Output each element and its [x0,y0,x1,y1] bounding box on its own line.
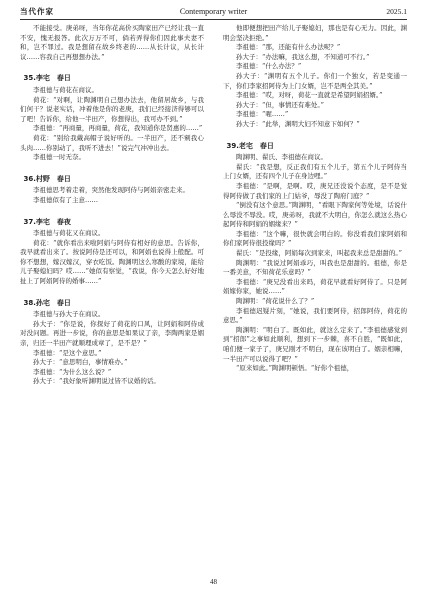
paragraph: 李祖德似有了主意…… [33,195,98,204]
paragraph: 李祖德：“喔……” [236,110,289,119]
paragraph: 孙大子：“办法嘛，我这么想，不知道可不行。” [236,52,370,61]
paragraph: 李祖德与孙大子在商议。 [33,310,105,319]
paragraph: 翟氏：“是投缘，阿娟每次到家来，叫起我来总是甜甜的。” [236,249,402,258]
paragraph: 陶渊明：“明白了。既如此，就这么定来了。”李祖德感觉到到“招郎”之事如此顺利，想到下一步棘，喜不自胜，“既如此，咱们便一家子了，庚兄刚才不明白，现在该明白了。姻亲相嘛，一半田产可以说得了吧？” [223,325,407,363]
paragraph: 荷花：“别给我戴高帽子说好听的。一半田产，还不剜我心头肉……你别动了，我听不进去！”说完气冲冲出去。 [20,133,204,152]
paragraph: 李祖德：“庚兄没看出来吗，荷花早就看好阿侍了。只是阿娟嫁你家，她说……” [223,277,407,296]
header-rule [20,19,407,20]
paragraph: 荷花：“就你看出来啦阿娟与阿侍有相好的意思。告诉你，我早就看出来了。按说阿侍是还可以，和阿娟也说得上般配。可你不想想，嫁汉嫁汉，穿衣吃饭。陶渊明这么寒酸的家境，能给儿子娶媳妇吗？哎……”她似有察觉，“我说，你今天怎么好好地扯上了阿娟阿侍的婚事……” [20,238,204,286]
paragraph: 孙大子：“此举，渊明大妇不知意下如何？” [236,119,360,128]
paragraph: 陶渊明：“荷花说什么了？” [236,297,315,306]
paragraph: 他即便想把田产给儿子娶媳妇，那也是有心无力。因此，渊明会坚决拒绝。” [223,24,407,42]
paragraph: “倒没有这个意思。”陶渊明，“看眼下陶家何等处境，话说什么辱没不辱没。哎，庚弟呀，我就不大明白，你怎么就这么热心起阿侍和阿娟的姻缘来？” [223,201,407,229]
paragraph: 李祖德：“这个嘛，很快就会明白的。你没看我们家阿娟和你们家阿侍很投缘吗？” [223,229,407,248]
journal-english-name: Contemporary writer [179,7,248,16]
paragraph: 李祖德：“是啊，是啊。哎，庚兄还没说个态度，是不是觉得阿侍做了我们家的上门姑爷，辱没了陶府门庭？” [223,181,407,200]
scene-heading: 38.孙宅 春日 [23,298,71,307]
paragraph: 李祖德与荷花在商议。 [33,85,98,94]
page-number: 48 [210,578,217,586]
scene-heading: 37.李宅 春夜 [23,217,71,226]
left-column [20,24,204,387]
paragraph: 李祖德：“为什么这么说？” [33,367,112,376]
scene-heading: 35.李宅 春日 [23,74,71,83]
paragraph: 李祖德：“什么办法？” [236,62,302,71]
paragraph: 李祖德：“哎，对呀，荷花一直就是希望阿娟招婿。” [236,91,383,100]
paragraph: 孙大子：“我好象听渊明说过皆不议婚的话。 [33,377,160,386]
paragraph: 孙大子：“你是说，你探好了荷花的口风，让阿娟和阿侍成对没问题。再进一步说，你的意思是如果议了亲，李陶两家是姻亲，归还一半田产就顺理成章了，是不是？” [20,319,204,348]
paragraph: 不能接受。庚弟呀，当年你花高价买陶家田产已经让我一直不安，愧无报答。此次万万不可，倘若弄得你们因此事夫妻不和，岂不罪过。我是想留在故乡终老的……从长计议，从长计议……容我自己再想想办法。” [20,24,204,61]
right-column [223,24,407,374]
paragraph: 陶渊明：“我说过阿娟乖巧，叫我也是甜甜的。祖德，你是一番美意，不知荷花乐意吗？” [223,258,407,277]
journal-name: 当代作家 [20,7,54,16]
scene-heading: 36.村野 春日 [23,174,71,183]
issue-number: 2025.1 [386,7,407,16]
running-header [20,6,407,18]
paragraph: 李祖德：“再商量，再商量，荷花，我知道你是贤惠的……” [33,124,203,133]
paragraph: 荷花：“对啊，让陶渊明自己想办法去，他留居故乡，与我们何干？说老实话，冲着他是你的老庚，我们已经接济得够可以了吧！告诉你，给他一半田产，你想得出，我可办不到。” [20,95,204,123]
paragraph: “原来如此。”陶渊明顿悟。“好你个祖德， [236,364,354,373]
paragraph: 孙大子：“但，事情还有难处。” [236,100,324,109]
paragraph: 李祖德：“是这个意思。” [33,348,102,357]
paragraph: 翟氏：“我是想，反正我们有五个儿子，第五个儿子阿侍当上门女婿，还有四个儿子在身边哩。” [223,162,407,181]
paragraph: 陶渊明、翟氏、李祖德在商议。 [236,153,327,162]
paragraph: 李祖德一时无奈。 [33,153,85,162]
paragraph: 李祖德：“那，还能有什么办法呢？” [236,43,341,52]
paragraph: 李祖德与荷花又在商议。 [33,229,105,238]
paragraph: 孙大子：“意思明白，事情难办。” [33,358,128,367]
paragraph: 孙大子：“渊明有五个儿子。你们一个独女，若是变通一下，你们李家招阿侍为上门女婿，岂不是两全其美。” [223,71,407,90]
paragraph: 李祖德思考着走着，突然他发现阿侍与阿娟亲密走来。 [33,186,189,195]
paragraph: 李祖德迟疑片刻，“她说，我们要阿侍，招郎阿侍，荷花的意思。” [223,306,407,325]
scene-heading: 39.老宅 春日 [226,141,274,150]
